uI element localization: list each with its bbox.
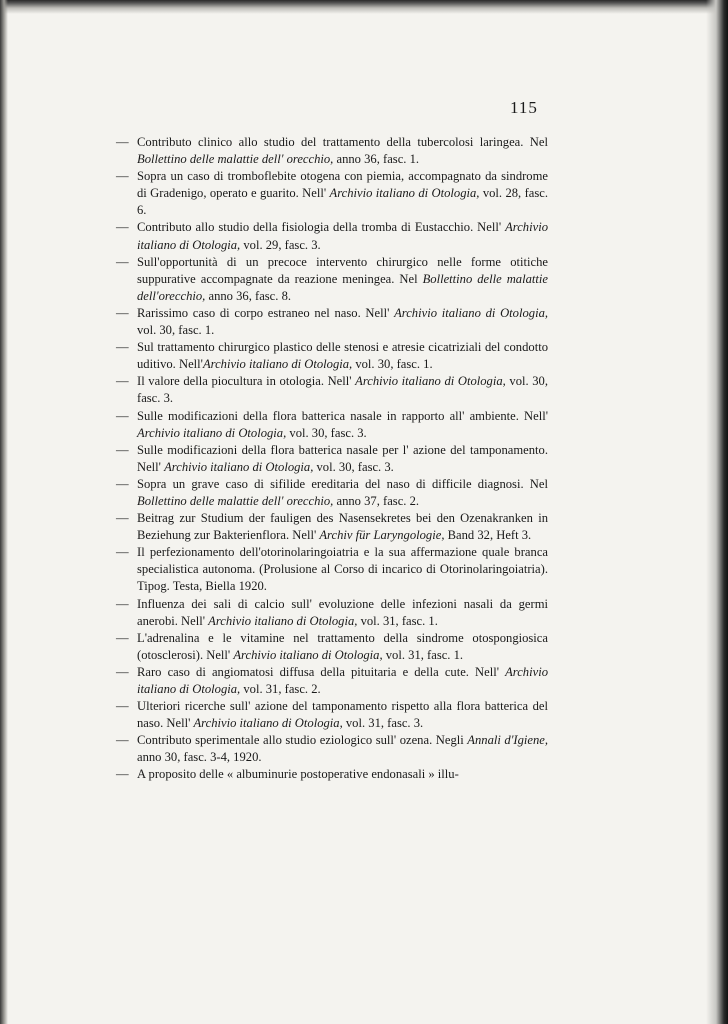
entry-dash: —	[116, 220, 129, 235]
bibliography-entry	[116, 596, 548, 630]
journal-title: Archivio italiano di Otologia,	[137, 664, 548, 696]
entry-dash: —	[116, 733, 129, 748]
scan-right-edge-shadow	[706, 0, 728, 1024]
bibliography-list	[116, 134, 548, 784]
entry-citation: vol. 30, fasc. 1.	[137, 323, 215, 338]
entry-text: Sopra un caso di tromboflebite otogena con piemia, accompagnato da sindrome di Gradenigo, operato e guarito. Nell'	[137, 169, 548, 201]
entry-citation: vol. 31, fasc. 2.	[240, 682, 321, 696]
entry-citation: vol. 30, fasc. 3.	[137, 374, 549, 406]
entry-text: Ulteriori ricerche sull' azione del tamponamento rispetto alla flora batterica del naso. Nell'	[137, 699, 548, 731]
journal-title: Bollettino delle malattie dell' orecchio,	[137, 152, 334, 167]
bibliography-entry	[116, 305, 548, 339]
bibliography-entry	[116, 219, 548, 253]
bibliography-entry	[116, 766, 548, 783]
bibliography-entry	[116, 630, 548, 664]
entry-dash: —	[116, 545, 129, 560]
entry-citation: anno 36, fasc. 1.	[333, 152, 420, 167]
entry-citation: vol. 30, fasc. 1.	[352, 357, 433, 372]
entry-citation: anno 36, fasc. 8.	[205, 288, 292, 303]
entry-text: Contributo clinico allo studio del trattamento della tubercolosi laringea. Nel	[137, 135, 548, 149]
entry-citation: anno 30, fasc. 3-4, 1920.	[137, 750, 262, 765]
entry-text: Influenza dei sali di calcio sull' evoluzione delle infezioni nasali da germi anerobi. Nell'	[137, 596, 548, 628]
entry-text: Beitrag zur Studium der fauligen des Nasensekretes bei den Ozenakranken in Beziehung zur Bakterienflora. Nell'	[137, 511, 548, 543]
entry-citation: anno 37, fasc. 2.	[333, 493, 420, 508]
entry-dash: —	[116, 511, 129, 526]
journal-title: Bollettino delle malattie dell'orecchio,	[137, 271, 548, 303]
entry-text: Sulle modificazioni della flora batterica nasale per l' azione del tamponamento. Nell'	[137, 442, 548, 474]
entry-citation: vol. 28, fasc. 6.	[137, 186, 548, 218]
entry-text: Sopra un grave caso di sifilide ereditaria del naso di difficile diagnosi. Nel	[137, 476, 548, 491]
entry-text: Rarissimo caso di corpo estraneo nel naso. Nell'	[137, 305, 395, 320]
journal-title: Annali d'Igiene,	[467, 733, 549, 748]
bibliography-entry	[116, 373, 548, 407]
entry-citation: Band 32, Heft 3.	[444, 528, 532, 543]
journal-title: Archivio italiano di Otologia,	[202, 357, 353, 372]
journal-title: Archiv für Laryngologie,	[319, 528, 445, 543]
bibliography-entry	[116, 339, 548, 373]
journal-title: Archivio italiano di Otologia,	[329, 186, 480, 201]
entry-text: Raro caso di angiomatosi diffusa della pituitaria e della cute. Nell'	[137, 664, 506, 679]
entry-text: Contributo allo studio della fisiologia della tromba di Eustacchio. Nell'	[137, 220, 506, 235]
entry-text: Sull'opportunità di un precoce intervento chirurgico nelle forme otitiche suppurative accompagnate da reazione meningea. Nel	[137, 254, 548, 286]
journal-title: Archivio italiano di Otologia,	[137, 220, 548, 252]
entry-text: Sul trattamento chirurgico plastico delle stenosi e atresie cicatriziali del condotto uditivo. Nell'	[137, 340, 548, 372]
entry-text: A proposito delle « albuminurie postoperative endonasali » illu-	[137, 767, 459, 782]
bibliography-entry	[116, 254, 548, 305]
bibliography-entry	[116, 134, 548, 168]
entry-text: Il valore della piocultura in otologia. Nell'	[137, 374, 356, 389]
journal-title: Archivio italiano di Otologia,	[164, 459, 314, 474]
entry-citation: vol. 31, fasc. 3.	[342, 716, 424, 731]
entry-citation: vol. 31, fasc. 1.	[357, 613, 438, 628]
page-number: 115	[510, 98, 538, 117]
bibliography-entry	[116, 544, 548, 595]
journal-title: Archivio italiano di Otologia,	[394, 305, 549, 320]
entry-dash: —	[116, 596, 129, 611]
entry-dash: —	[116, 630, 129, 645]
entry-text: Sulle modificazioni della flora batterica nasale in rapporto all' ambiente. Nell'	[137, 408, 548, 423]
entry-dash: —	[116, 169, 129, 184]
bibliography-entry	[116, 698, 548, 732]
entry-text: L'adrenalina e le vitamine nel trattamento della sindrome otospongiosica (otosclerosi). Nell'	[137, 630, 548, 662]
entry-citation: vol. 30, fasc. 3.	[286, 425, 367, 440]
entry-dash: —	[116, 374, 129, 389]
bibliography-entry	[116, 510, 548, 544]
scan-left-edge-shadow	[0, 0, 8, 1024]
bibliography-entry	[116, 408, 548, 442]
journal-title: Archivio italiano di Otologia,	[208, 613, 358, 628]
entry-dash: —	[116, 767, 129, 782]
scan-top-edge-shadow	[0, 0, 728, 14]
entry-dash: —	[116, 305, 129, 320]
entry-dash: —	[116, 699, 129, 714]
bibliography-entry	[116, 442, 548, 476]
entry-dash: —	[116, 408, 129, 423]
entry-citation: vol. 30, fasc. 3.	[313, 459, 394, 474]
entry-citation: vol. 29, fasc. 3.	[240, 237, 321, 252]
entry-dash: —	[116, 476, 129, 491]
entry-dash: —	[116, 664, 129, 679]
entry-dash: —	[116, 442, 129, 457]
bibliography-entry	[116, 664, 548, 698]
journal-title: Bollettino delle malattie dell' orecchio,	[137, 493, 334, 508]
entry-text: Il perfezionamento dell'otorinolaringoiatria e la sua affermazione quale branca specialistica autonoma. (Prolusione al Corso di incarico di Otorinolaringoiatria). Tipog. Testa, Biella 1920.	[137, 545, 548, 594]
entry-dash: —	[116, 340, 129, 355]
journal-title: Archivio italiano di Otologia,	[233, 647, 383, 662]
bibliography-entry	[116, 476, 548, 510]
journal-title: Archivio italiano di Otologia,	[355, 374, 506, 389]
entry-citation: vol. 31, fasc. 1.	[382, 647, 464, 662]
bibliography-entry	[116, 732, 548, 766]
journal-title: Archivio italiano di Otologia,	[137, 425, 287, 440]
bibliography-entry	[116, 168, 548, 219]
journal-title: Archivio italiano di Otologia,	[193, 716, 343, 731]
entry-dash: —	[116, 135, 129, 149]
entry-text: Contributo sperimentale allo studio eziologico sull' ozena. Negli	[137, 733, 468, 748]
entry-dash: —	[116, 254, 129, 269]
